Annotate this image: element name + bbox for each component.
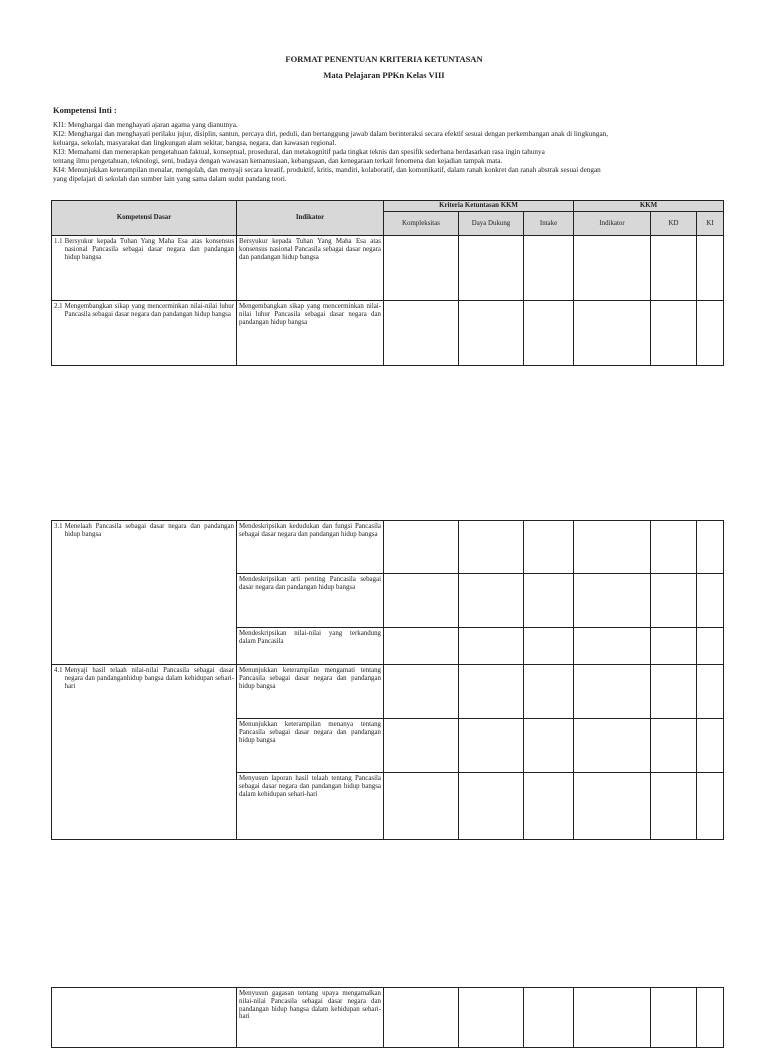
indikator-cell: Menyusun gagasan tentang upaya mengamalkan nilai-nilai Pancasila sebagai dasar negara dan pandangan hidup bangsa dalam kehidupan sehari-hari (237, 988, 384, 1048)
indikator-cell: Mendeskripsikan arti penting Pancasila sebagai dasar negara dan pandangan hidup bangsa (237, 574, 384, 628)
kd-cell (52, 301, 237, 366)
kkm-indikator-cell[interactable] (574, 301, 651, 366)
kompleksitas-cell[interactable] (384, 236, 459, 301)
indikator-cell: Menunjukkan keterampilan mengamati tentang Pancasila sebagai dasar negara dan pandangan hidup bangsa (237, 665, 384, 719)
header-kkm-indikator: Indikator (574, 212, 651, 236)
ki4-line-cont: yang dipelajari di sekolah dan sumber lain yang sama dalam sudut pandang teori. (53, 175, 287, 183)
kkm-ki-cell[interactable] (697, 628, 724, 665)
header-kompetensi-dasar: Kompetensi Dasar (52, 201, 237, 236)
kkm-kd-cell[interactable] (651, 574, 697, 628)
kkm-ki-cell[interactable] (697, 773, 724, 840)
kompleksitas-cell[interactable] (384, 574, 459, 628)
kkm-table-1 (51, 200, 724, 366)
header-kkm-kd: KD (651, 212, 697, 236)
header-kkm-ki: KI (697, 212, 724, 236)
daya-dukung-cell[interactable] (459, 773, 524, 840)
intake-cell[interactable] (524, 628, 574, 665)
kd-text: Mengembangkan sikap yang mencerminkan nilai-nilai luhur Pancasila sebagai dasar negara dan pandangan hidup bangsa (64, 303, 234, 318)
kkm-kd-cell[interactable] (651, 628, 697, 665)
daya-dukung-cell[interactable] (459, 521, 524, 574)
header-intake: Intake (524, 212, 574, 236)
kkm-kd-cell[interactable] (651, 521, 697, 574)
kd-number: 3.1 (54, 523, 63, 530)
kkm-ki-cell[interactable] (697, 988, 724, 1048)
kkm-table-2 (51, 520, 724, 840)
ki3-line: KI3: Memahami dan menerapkan pengetahuan faktual, konseptual, prosedural, dan metakognitif pada tingkat teknis dan spesifik sederhana berdasarkan rasa ingin tahunya (53, 148, 545, 156)
table-row (52, 665, 724, 719)
kkm-ki-cell[interactable] (697, 301, 724, 366)
kd-cell (52, 988, 237, 1048)
kkm-indikator-cell[interactable] (574, 574, 651, 628)
table-row (52, 301, 724, 366)
kkm-kd-cell[interactable] (651, 719, 697, 773)
intake-cell[interactable] (524, 988, 574, 1048)
kkm-ki-cell[interactable] (697, 719, 724, 773)
kkm-indikator-cell[interactable] (574, 773, 651, 840)
daya-dukung-cell[interactable] (459, 628, 524, 665)
daya-dukung-cell[interactable] (459, 236, 524, 301)
kkm-indikator-cell[interactable] (574, 719, 651, 773)
kd-text: Bersyukur kepada Tuhan Yang Maha Esa atas konsensus nasional Pancasila sebagai dasar negara dan pandangan hidup bangsa (64, 238, 234, 261)
intake-cell[interactable] (524, 236, 574, 301)
kkm-ki-cell[interactable] (697, 574, 724, 628)
kd-text: Menelaah Pancasila sebagai dasar negara dan pandangan hidup bangsa (64, 523, 234, 538)
kompleksitas-cell[interactable] (384, 988, 459, 1048)
intake-cell[interactable] (524, 574, 574, 628)
header-kkm: KKM (574, 201, 724, 212)
kompleksitas-cell[interactable] (384, 301, 459, 366)
ki2-line-cont: keluarga, sekolah, masyarakat dan lingkungan alam sekitar, bangsa, negara, dan kawasan regional. (53, 139, 337, 147)
intake-cell[interactable] (524, 301, 574, 366)
table-row (52, 521, 724, 574)
page-title: FORMAT PENENTUAN KRITERIA KETUNTASAN (285, 54, 483, 64)
kompleksitas-cell[interactable] (384, 719, 459, 773)
kkm-kd-cell[interactable] (651, 988, 697, 1048)
intake-cell[interactable] (524, 521, 574, 574)
ki3-line-cont: tentang ilmu pengetahuan, teknologi, seni, budaya dengan wawasan kemanusiaan, kebangsaan, dan kenegaraan terkait fenomena dan kejadian tampak mata. (53, 157, 503, 165)
daya-dukung-cell[interactable] (459, 574, 524, 628)
kkm-indikator-cell[interactable] (574, 521, 651, 574)
indikator-cell: Mendeskripsikan nilai-nilai yang terkandung dalam Pancasila (237, 628, 384, 665)
kd-cell (52, 521, 237, 665)
kkm-ki-cell[interactable] (697, 521, 724, 574)
page-subtitle: Mata Pelajaran PPKn Kelas VIII (323, 70, 445, 80)
header-daya-dukung: Daya Dukung (459, 212, 524, 236)
kompleksitas-cell[interactable] (384, 773, 459, 840)
ki1-line: KI1: Menghargai dan menghayati ajaran agama yang dianutnya. (53, 121, 238, 129)
ki2-line: KI2: Menghargai dan menghayati perilaku jujur, disiplin, santun, percaya diri, peduli, dan bertanggung jawab dalam berinteraksi secara efektif sesuai dengan perkembangan anak di lingkungan, (53, 130, 609, 138)
daya-dukung-cell[interactable] (459, 719, 524, 773)
kompleksitas-cell[interactable] (384, 521, 459, 574)
kkm-indikator-cell[interactable] (574, 236, 651, 301)
kkm-indikator-cell[interactable] (574, 988, 651, 1048)
intake-cell[interactable] (524, 773, 574, 840)
daya-dukung-cell[interactable] (459, 301, 524, 366)
kkm-indikator-cell[interactable] (574, 665, 651, 719)
kd-number: 1.1 (54, 238, 63, 245)
header-kompleksitas: Kompleksitas (384, 212, 459, 236)
kompleksitas-cell[interactable] (384, 665, 459, 719)
indikator-cell: Bersyukur kepada Tuhan Yang Maha Esa atas konsensus nasional Pancasila sebagai dasar negara dan pandangan hidup bangsa (237, 236, 384, 301)
kkm-ki-cell[interactable] (697, 236, 724, 301)
kd-text: Menyaji hasil telaah nilai-nilai Pancasila sebagai dasar negara dan pandanganhidup bangsa dalam kehidupan sehari-hari (64, 667, 234, 690)
kompleksitas-cell[interactable] (384, 628, 459, 665)
table-row (52, 236, 724, 301)
kd-number: 4.1 (54, 667, 63, 674)
intake-cell[interactable] (524, 719, 574, 773)
table-row (52, 988, 724, 1048)
kkm-kd-cell[interactable] (651, 301, 697, 366)
ki-heading: Kompetensi Inti : (53, 105, 117, 115)
indikator-cell: Menyusun laporan hasil telaah tentang Pancasila sebagai dasar negara dan pandangan hidup bangsa dalam kehidupan sehari-hari (237, 773, 384, 840)
kd-cell (52, 665, 237, 840)
indikator-cell: Menunjukkan keterampilan menanya tentang Pancasila sebagai dasar negara dan pandangan hidup bangsa (237, 719, 384, 773)
kd-number: 2.1 (54, 303, 63, 310)
kd-cell (52, 236, 237, 301)
header-indikator: Indikator (237, 201, 384, 236)
indikator-cell: Mengembangkan sikap yang mencerminkan nilai-nilai luhur Pancasila sebagai dasar negara dan pandangan hidup bangsa (237, 301, 384, 366)
ki4-line: KI4: Menunjukkan keterampilan menalar, mengolah, dan menyaji secara kreatif, produktif, kritis, mandiri, kolaboratif, dan komunikatif, dalam ranah konkret dan ranah abstrak sesuai dengan (53, 166, 601, 174)
kkm-kd-cell[interactable] (651, 665, 697, 719)
kkm-ki-cell[interactable] (697, 665, 724, 719)
indikator-cell: Mendeskripsikan kedudukan dan fungsi Pancasila sebagai dasar negara dan pandangan hidup bangsa (237, 521, 384, 574)
header-kriteria-ketuntasan: Kriteria Ketuntasan KKM (384, 201, 574, 212)
kkm-kd-cell[interactable] (651, 236, 697, 301)
kkm-indikator-cell[interactable] (574, 628, 651, 665)
daya-dukung-cell[interactable] (459, 988, 524, 1048)
intake-cell[interactable] (524, 665, 574, 719)
kkm-table-3 (51, 987, 724, 1048)
daya-dukung-cell[interactable] (459, 665, 524, 719)
kkm-kd-cell[interactable] (651, 773, 697, 840)
